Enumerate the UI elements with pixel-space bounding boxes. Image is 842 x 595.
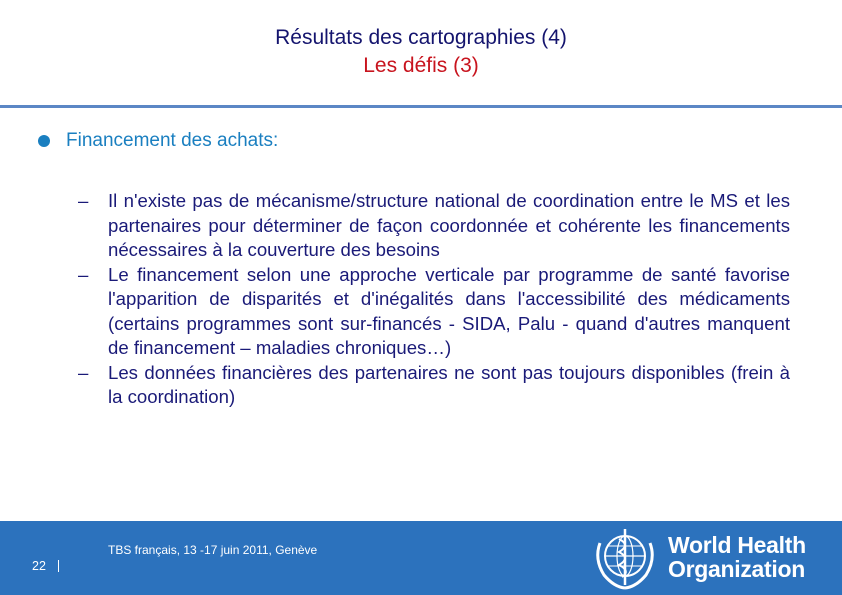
footer-bar — [0, 521, 842, 595]
sub-bullet-list — [78, 189, 790, 410]
sub-bullet-item — [78, 361, 790, 410]
title-line-2: Les défis (3) — [363, 54, 479, 77]
slide-title — [0, 24, 842, 80]
sub-bullet-text: Les données financières des partenaires ne sont pas toujours disponibles (frein à la coordination) — [108, 361, 790, 407]
title-line-1: Résultats des cartographies (4) — [275, 26, 567, 49]
who-wordmark-line2: Organization — [668, 556, 805, 582]
dash-bullet-icon: – — [78, 361, 89, 383]
who-wordmark — [668, 533, 806, 581]
sub-bullet-item — [78, 263, 790, 361]
sub-bullet-text: Le financement selon une approche verticale par programme de santé favorise l'apparition de disparités et d'inégalités dans l'accessibilité des médicaments (certains programmes sont sur-financés - SIDA, Palu - quand d'autres manquent de financement – maladies chroniques…) — [108, 263, 790, 358]
footer-caption: TBS français, 13 -17 juin 2011, Genève — [108, 543, 318, 557]
dash-bullet-icon: – — [78, 190, 89, 211]
main-bullet-text: Financement des achats: — [66, 130, 279, 151]
sub-bullet-item — [78, 189, 790, 263]
bullet-dot-icon — [38, 135, 50, 147]
sub-bullet-text: Il n'existe pas de mécanisme/structure national de coordination entre le MS et les partenaires pour déterminer de façon coordonnée et cohérente les financements nécessaires à la couverture des besoins — [108, 190, 790, 260]
main-bullet — [38, 130, 278, 152]
who-wordmark-line1: World Health — [668, 532, 806, 558]
dash-bullet-icon: – — [78, 263, 89, 285]
page-number-separator — [58, 560, 59, 572]
title-divider — [0, 105, 842, 108]
who-emblem-icon — [592, 525, 658, 591]
page-number: 22 — [32, 559, 46, 573]
